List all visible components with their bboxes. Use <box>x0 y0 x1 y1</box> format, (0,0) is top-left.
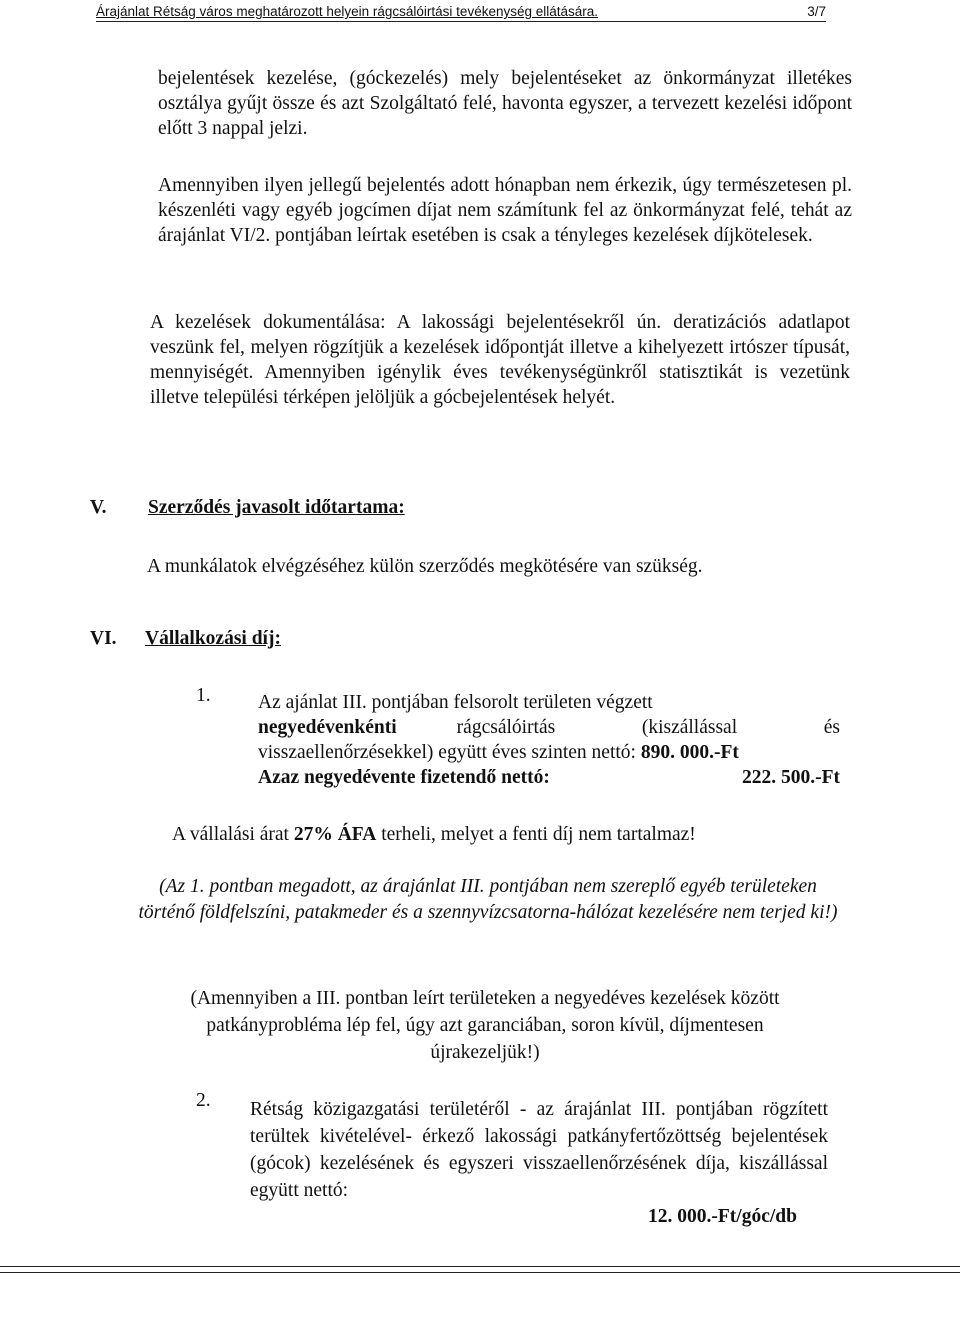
section-v-title <box>148 497 405 519</box>
page-header <box>96 4 826 22</box>
paragraph-dokumentalas: A kezelések dokumentálása: A lakossági bejelentésekről ún. deratizációs adatlapot veszünk fel, melyen rögzítjük a kezelések időpontját illetve a kihelyezett irtószer típusát, mennyiségét. Amennyiben igénylik éves tevékenységünkről statisztikát is vezetünk illetve települési térképen jelöljük a gócbejelentések helyét. <box>150 312 850 408</box>
bottom-rule <box>0 1266 960 1267</box>
item-1-text-b: rágcsálóirtás (kiszállással és <box>456 717 840 738</box>
header-title: Árajánlat Rétság város meghatározott helyein rágcsálóirtási tevékenység ellátására. <box>96 4 599 19</box>
item-1-bold-quarterly: negyedévenkénti <box>258 717 397 738</box>
section-v-number: V. <box>90 497 107 518</box>
vat-rate: 27% ÁFA <box>293 824 377 845</box>
item-2-number: 2. <box>196 1090 211 1111</box>
vat-prefix: A vállalási árat <box>172 824 289 845</box>
vat-statement <box>172 822 852 847</box>
item-1-line-4 <box>258 765 840 790</box>
item-1-number: 1. <box>196 685 211 706</box>
note-guarantee: (Amennyiben a III. pontban leírt területeken a negyedéves kezelések között patkányprobléma lép fel, úgy azt garanciában, soron kívül, díjmentesen újrakezeljük!) <box>190 988 780 1063</box>
note-italic: (Az 1. pontban megadott, az árajánlat III. pontjában nem szereplő egyéb területeken történő földfelszíni, patakmeder és a szennyvízcsatorna-hálózat kezelésére nem terjed ki!) <box>138 876 838 923</box>
section-vi-title <box>145 628 281 650</box>
page-number: 3/7 <box>807 4 826 19</box>
item-1-line-3 <box>258 740 840 765</box>
vat-suffix: terheli, melyet a fenti díj nem tartalmaz! <box>381 824 696 845</box>
item-1-text-a: Az ajánlat III. pontjában felsorolt területen végzett <box>258 692 653 713</box>
item-1-line-1 <box>258 690 840 715</box>
section-v-title-text: Szerződés javasolt időtartama: <box>148 497 405 518</box>
section-v-text: A munkálatok elvégzéséhez külön szerződés megkötésére van szükség. <box>147 556 703 577</box>
item-2-amount: 12. 000.-Ft/góc/db <box>648 1206 797 1227</box>
section-vi-title-text: Vállalkozási díj: <box>145 628 281 649</box>
item-2-text: Rétság közigazgatási területéről - az árajánlat III. pontjában rögzített terültek kivételével- érkező lakossági patkányfertőzöttség bejelentések (gócok) kezelésének és egyszeri visszaellenőrzésének díja, kiszállással együtt nettó: <box>250 1099 828 1201</box>
item-1-line-2 <box>258 715 840 740</box>
item-1-body <box>258 690 840 790</box>
bottom-rule-2 <box>0 1272 960 1273</box>
item-1-annual-amount: 890. 000.-Ft <box>640 742 739 763</box>
item-1-quarterly-amount: 222. 500.-Ft <box>741 767 840 788</box>
paragraph-bejelentesek: bejelentések kezelése, (góckezelés) mely bejelentéseket az önkormányzat illetékes osztálya gyűjt össze és azt Szolgáltató felé, havonta egyszer, a tervezett kezelési időpont előtt 3 nappal jelzi. <box>158 68 852 139</box>
section-vi-number: VI. <box>90 628 117 649</box>
item-1-quarterly-label: Azaz negyedévente fizetendő nettó: <box>258 767 550 788</box>
paragraph-amennyiben: Amennyiben ilyen jellegű bejelentés adott hónapban nem érkezik, úgy természetesen pl. készenléti vagy egyéb jogcímen díjat nem számítunk fel az önkormányzat felé, tehát az árajánlat VI/2. pontjában leírtak esetében is csak a tényleges kezelések díjkötelesek. <box>158 175 852 246</box>
item-1-text-c: visszaellenőrzésekkel) együtt éves szinten nettó: <box>258 742 636 763</box>
